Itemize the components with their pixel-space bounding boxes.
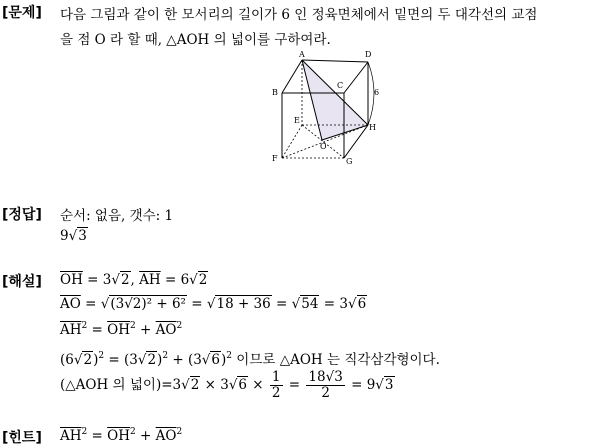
problem-line-2: 을 점 O 라 할 때, △AOH 의 넓이를 구하여라. bbox=[60, 32, 331, 48]
label-six: 6 bbox=[374, 88, 380, 97]
solution-line-5: (△AOH 의 넓이)=3√2 × 3√6 × $\frac{1}{2}$ = $\frac{18√3}{2}$ = 9√3 bbox=[60, 369, 394, 401]
label-e: E bbox=[294, 116, 300, 125]
answer-radicand: 3 bbox=[78, 228, 87, 244]
label-b: B bbox=[272, 88, 278, 97]
cube-figure bbox=[262, 48, 392, 168]
answer-label: [정답] bbox=[2, 207, 42, 223]
solution-line-3: $\overline{AH}^2 = \overline{OH}^2 + \overline{AO}^2$ bbox=[60, 321, 183, 338]
label-f: F bbox=[272, 154, 278, 163]
solution-line-2: $\overline{AO} = √(3√2)^2 + 6^2 = √18 + 36 = √54 = 3√6$ bbox=[60, 296, 367, 312]
label-o: O bbox=[320, 142, 327, 151]
fraction-half: $\frac{1}{2}$ bbox=[271, 369, 281, 401]
answer-coef: 9 bbox=[60, 228, 69, 244]
label-h: H bbox=[369, 123, 376, 132]
label-a: A bbox=[299, 50, 305, 59]
answer-line-1: 순서: 없음, 갯수: 1 bbox=[60, 208, 174, 224]
problem-label: [문제] bbox=[2, 5, 42, 21]
label-g: G bbox=[346, 157, 353, 166]
solution-line-1: $\overline{OH} = 3√2$, $\overline{AH} = 6√2$ bbox=[60, 272, 208, 288]
problem-line-1: 다음 그림과 같이 한 모서리의 길이가 6 인 정육면체에서 밑면의 두 대각선의 교점 bbox=[60, 7, 538, 23]
fraction-18-root3: $\frac{18√3}{2}$ bbox=[308, 369, 343, 401]
hint-label: [힌트] bbox=[2, 430, 42, 446]
solution-label: [해설] bbox=[2, 274, 42, 290]
label-c: C bbox=[337, 81, 344, 90]
hint-line-1: $\overline{AH}^2 = \overline{OH}^2 + \overline{AO}^2$ bbox=[60, 427, 183, 444]
solution-line-4: $(6√2)^2 = (3√2)^2 + (3√6)^2$ 이므로 △AOH 는 직각삼각형이다. bbox=[60, 351, 440, 368]
answer-value: 9√3 bbox=[60, 228, 87, 244]
label-d: D bbox=[365, 50, 372, 59]
